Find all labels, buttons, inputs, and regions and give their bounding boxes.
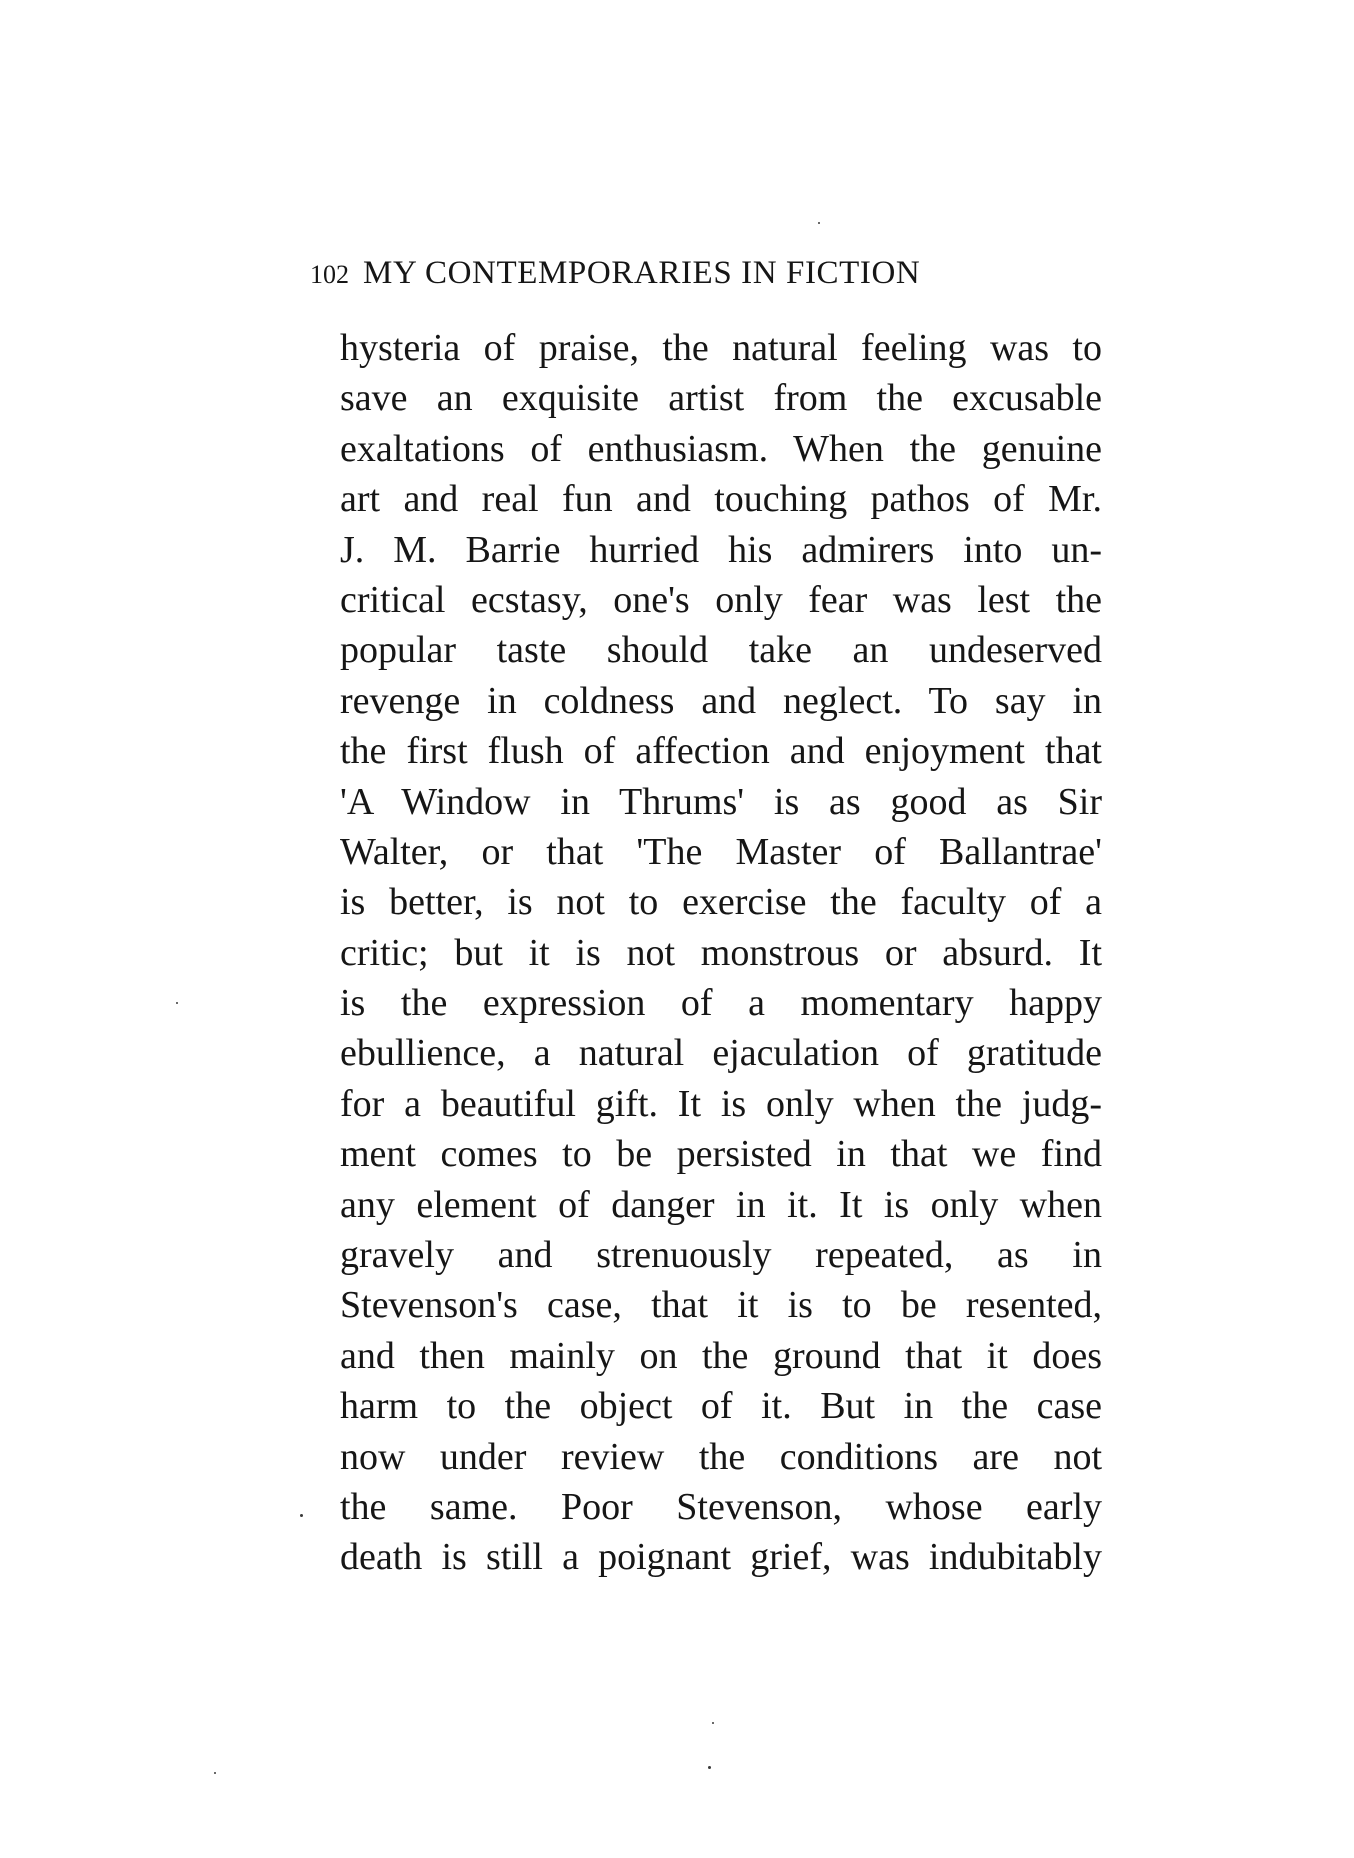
text-line: death is still a poignant grief, was indubitably xyxy=(340,1536,1102,1579)
text-line: is the expression of a momentary happy xyxy=(340,982,1102,1025)
text-line: revenge in coldness and neglect. To say in xyxy=(340,679,1102,722)
text-line: exaltations of enthusiasm. When the genuine xyxy=(340,427,1102,470)
running-head xyxy=(310,248,1100,298)
text-line: art and real fun and touching pathos of Mr. xyxy=(340,478,1102,521)
body-text xyxy=(340,323,1102,1583)
text-line: ebullience, a natural ejaculation of gratitude xyxy=(340,1032,1102,1075)
text-line: popular taste should take an undeserved xyxy=(340,629,1102,672)
text-line: 'A Window in Thrums' is as good as Sir xyxy=(340,780,1102,823)
text-line: is better, is not to exercise the faculty of a xyxy=(340,881,1102,924)
text-line: the first flush of affection and enjoyment that xyxy=(340,730,1102,773)
text-line: any element of danger in it. It is only when xyxy=(340,1183,1102,1226)
text-line: critic; but it is not monstrous or absurd. It xyxy=(340,931,1102,974)
text-line: for a beautiful gift. It is only when the judg- xyxy=(340,1082,1102,1125)
text-line: hysteria of praise, the natural feeling was to xyxy=(340,327,1102,369)
scan-speck xyxy=(708,1766,711,1769)
scan-speck xyxy=(214,1772,216,1774)
scan-speck xyxy=(300,1514,303,1517)
scan-speck xyxy=(712,1722,714,1724)
text-line: ment comes to be persisted in that we find xyxy=(340,1133,1102,1176)
running-title: MY CONTEMPORARIES IN FICTION xyxy=(363,255,921,291)
text-line: Walter, or that 'The Master of Ballantrae' xyxy=(340,830,1102,873)
text-line: the same. Poor Stevenson, whose early xyxy=(340,1485,1102,1528)
text-line: Stevenson's case, that it is to be resented, xyxy=(340,1284,1102,1327)
text-line: and then mainly on the ground that it does xyxy=(340,1334,1102,1377)
text-line: J. M. Barrie hurried his admirers into un- xyxy=(340,528,1102,571)
scan-speck xyxy=(176,1002,178,1004)
scan-speck xyxy=(818,222,820,224)
page-number: 102 xyxy=(310,260,349,289)
text-line: critical ecstasy, one's only fear was lest the xyxy=(340,578,1102,621)
text-line: save an exquisite artist from the excusable xyxy=(340,377,1102,420)
text-line: gravely and strenuously repeated, as in xyxy=(340,1234,1102,1277)
text-line: now under review the conditions are not xyxy=(340,1435,1102,1478)
text-line: harm to the object of it. But in the case xyxy=(340,1385,1102,1428)
